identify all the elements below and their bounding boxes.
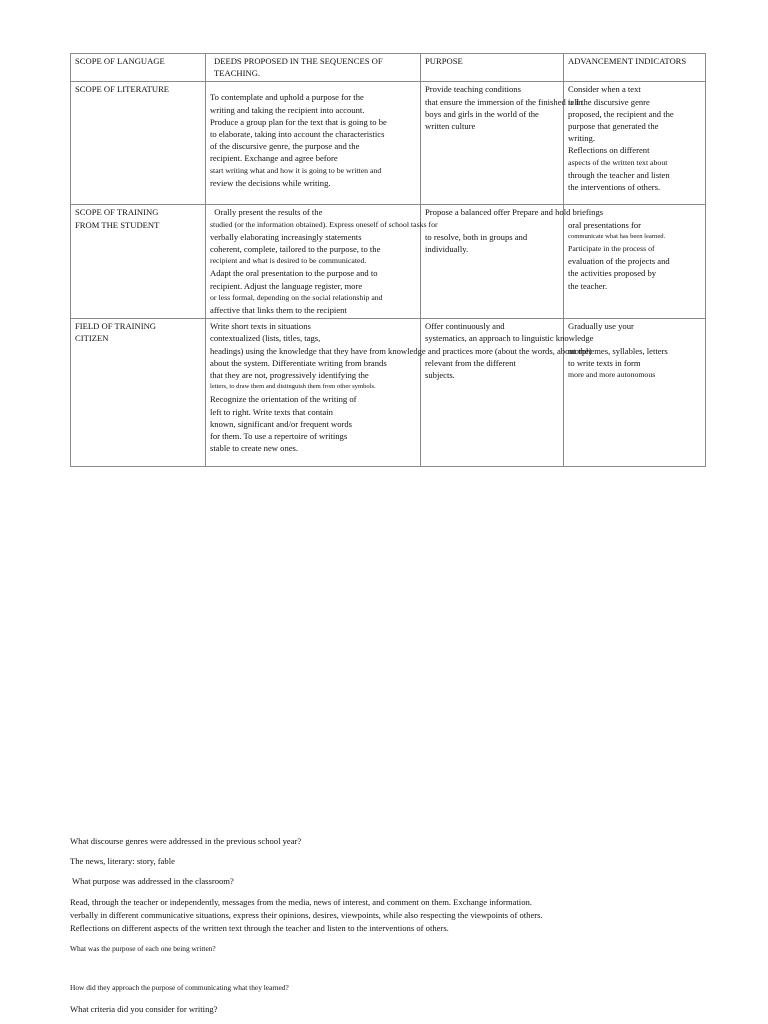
header-purpose: PURPOSE — [421, 54, 564, 82]
row-indicators-cell: Gradually use your morphemes, syllables, letters to write texts in form more and more autonomous — [564, 319, 706, 467]
answer-2-line-1: Read, through the teacher or independently, messages from the media, news of interest, and comment on them. Exchange information. — [70, 897, 532, 907]
question-3: What was the purpose of each one being written? — [70, 944, 216, 953]
question-5: What criteria did you consider for writing? — [70, 1004, 218, 1014]
table-row — [71, 82, 706, 205]
header-scope: SCOPE OF LANGUAGE — [71, 54, 206, 82]
row-deeds-cell: To contemplate and uphold a purpose for the writing and taking the recipient into account. Produce a group plan for the text that is going to be to elaborate, taking into account the characteristics of the discursive genre, the purpose and the recipient. Exchange and agree before start writing what and how it is going to be written and review the decisions while writing. — [206, 82, 421, 205]
row-deeds-cell: Write short texts in situations contextualized (lists, titles, tags, headings) using the knowledge that they have from knowledge and practices more (about the words, about the) about the system. Differentiate writing from brands that they are not, progressively identifying the letters, to draw them and distinguish them from other symbols. Recognize the orientation of the writing of left to right. Write texts that contain known, significant and/or frequent words for them. To use a repertoire of writings stable to create new ones. — [206, 319, 421, 467]
answer-2-line-2: verbally in different communicative situations, express their opinions, desires, viewpoints, while also respecting the viewpoints of others. — [70, 910, 543, 920]
row-scope-cell: FIELD OF TRAINING CITIZEN — [71, 319, 206, 467]
row-scope-cell: SCOPE OF TRAINING FROM THE STUDENT — [71, 205, 206, 319]
row-scope-cell: SCOPE OF LITERATURE — [71, 82, 206, 205]
row-indicators-cell: Consider when a text tell the discursive genre proposed, the recipient and the purpose that generated the writing. Reflections on different aspects of the written text about through the teacher and listen the interventions of others. — [564, 82, 706, 205]
header-indicators: ADVANCEMENT INDICATORS — [564, 54, 706, 82]
header-deeds: DEEDS PROPOSED IN THE SEQUENCES OF TEACHING. — [206, 54, 421, 82]
row-indicators-cell: oral presentations for communicate what has been learned. Participate in the process of evaluation of the projects and the activities proposed by the teacher. — [564, 205, 706, 319]
table-header-row — [71, 54, 706, 82]
question-4: How did they approach the purpose of communicating what they learned? — [70, 983, 289, 992]
row-deeds-cell: Orally present the results of the studied (or the information obtained). Express oneself of school tasks for verbally elaborating increasingly statements coherent, complete, tailored to the purpose, to the recipient and what is desired to be communicated. Adapt the oral presentation to the purpose and to recipient. Adjust the language register, more or less formal, depending on the social relationship and affective that links them to the recipient — [206, 205, 421, 319]
teaching-sequence-table — [70, 53, 706, 467]
row-purpose-cell: Propose a balanced offer Prepare and hold briefings to resolve, both in groups and individually. — [421, 205, 564, 319]
table-row — [71, 205, 706, 319]
table-row — [71, 319, 706, 467]
answer-1: The news, literary: story, fable — [70, 856, 175, 866]
question-1: What discourse genres were addressed in the previous school year? — [70, 836, 302, 846]
row-purpose-cell: Offer continuously and systematics, an approach to linguistic knowledge relevant from the different subjects. — [421, 319, 564, 467]
row-purpose-cell: Provide teaching conditions that ensure the immersion of the finished is in boys and girls in the world of the written culture — [421, 82, 564, 205]
question-2: What purpose was addressed in the classroom? — [70, 876, 234, 886]
answer-2-line-3: Reflections on different aspects of the written text through the teacher and listen to the interventions of others. — [70, 923, 449, 933]
